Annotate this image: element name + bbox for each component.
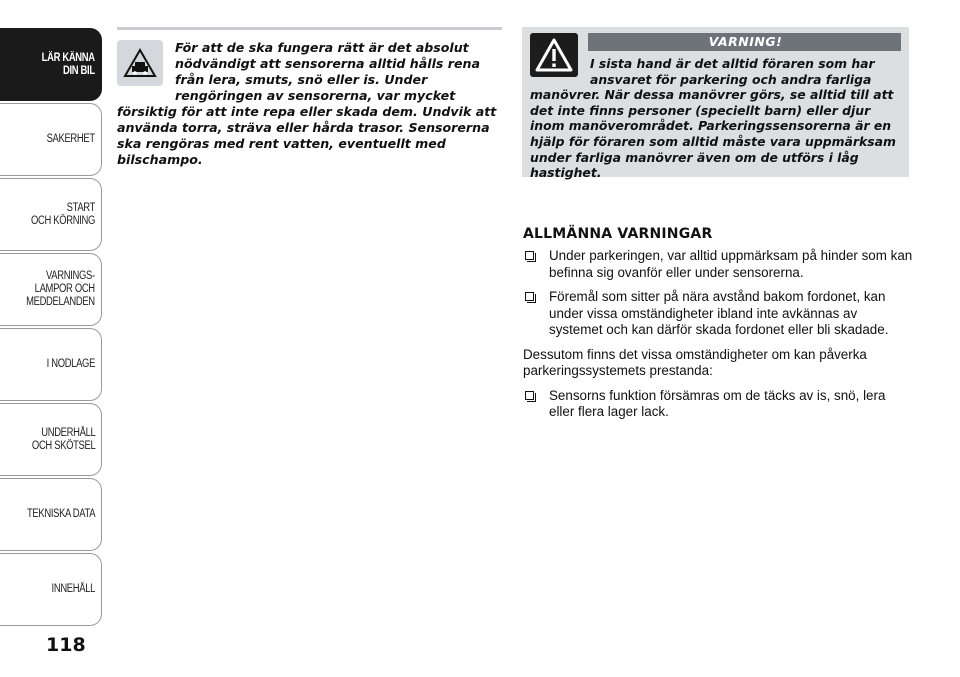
cleaning-note-text: För att de ska fungera rätt är det absolut nödvändigt att sensorerna alltid hålls rena från lera, smuts, snö eller is. Under rengöringen av sensorerna, var mycket försiktig för att inte repa eller skada dem. Undvik att använda torra, sträva eller hårda trasor. Sensorerna ska rengöras med rent vatten, eventuellt med bilschampo.	[117, 40, 497, 167]
section-heading: ALLMÄNNA VARNINGAR	[523, 226, 713, 242]
warning-triangle-icon	[530, 33, 578, 77]
warning-box	[522, 27, 909, 181]
page-number: 118	[46, 634, 86, 656]
tab-underhall-och-skotsel[interactable]: UNDERHÅLL OCH SKÖTSEL	[0, 403, 102, 476]
column-top-rule	[117, 27, 502, 30]
tab-tekniska-data[interactable]: TEKNISKA DATA	[0, 478, 102, 551]
tab-i-nodlage[interactable]: I NÖDLÄGE	[0, 328, 102, 401]
warning-text: I sista hand är det alltid föraren som har ansvaret för parkering och andra farliga manövrer. När dessa manövrer görs, se alltid till att det inte finns personer (speciellt barn) eller djur inom manöverområdet. Parkeringssensorerna är en hjälp för föraren som alltid måste vara uppmärksam under farliga manövrer även om de utförs i låg hastighet.	[530, 56, 896, 181]
tab-sakerhet[interactable]: SÄKERHET	[0, 103, 102, 176]
list-item: Föremål som sitter på nära avstånd bakom fordonet, kan under vissa omständigheter ibland inte avkännas av systemet och kan därför skada fordonet eller bli skadade.	[523, 289, 913, 339]
tab-innehall[interactable]: INNEHÅLL	[0, 553, 102, 626]
car-wash-icon	[117, 40, 163, 86]
checkbox-bullet-icon	[525, 292, 534, 301]
tab-varningslampor[interactable]: VARNINGS- LAMPOR OCH MEDDELANDEN	[0, 253, 102, 326]
paragraph: Dessutom finns det vissa omständigheter om kan påverka parkeringssystemets prestanda:	[523, 346, 867, 378]
tab-start-och-korning[interactable]: START OCH KÖRNING	[0, 178, 102, 251]
cleaning-note	[117, 40, 497, 168]
general-warnings-section	[523, 226, 913, 429]
tab-lar-kanna-din-bil[interactable]: LÄR KÄNNA DIN BIL	[0, 28, 102, 101]
list-item: Under parkeringen, var alltid uppmärksam på hinder som kan befinna sig ovanför eller under sensorerna.	[523, 248, 913, 281]
checkbox-bullet-icon	[525, 251, 534, 260]
warning-heading: VARNING!	[588, 33, 901, 51]
checkbox-bullet-icon	[525, 391, 534, 400]
list-item: Sensorns funktion försämras om de täcks av is, snö, lera eller flera lager lack.	[523, 388, 913, 421]
